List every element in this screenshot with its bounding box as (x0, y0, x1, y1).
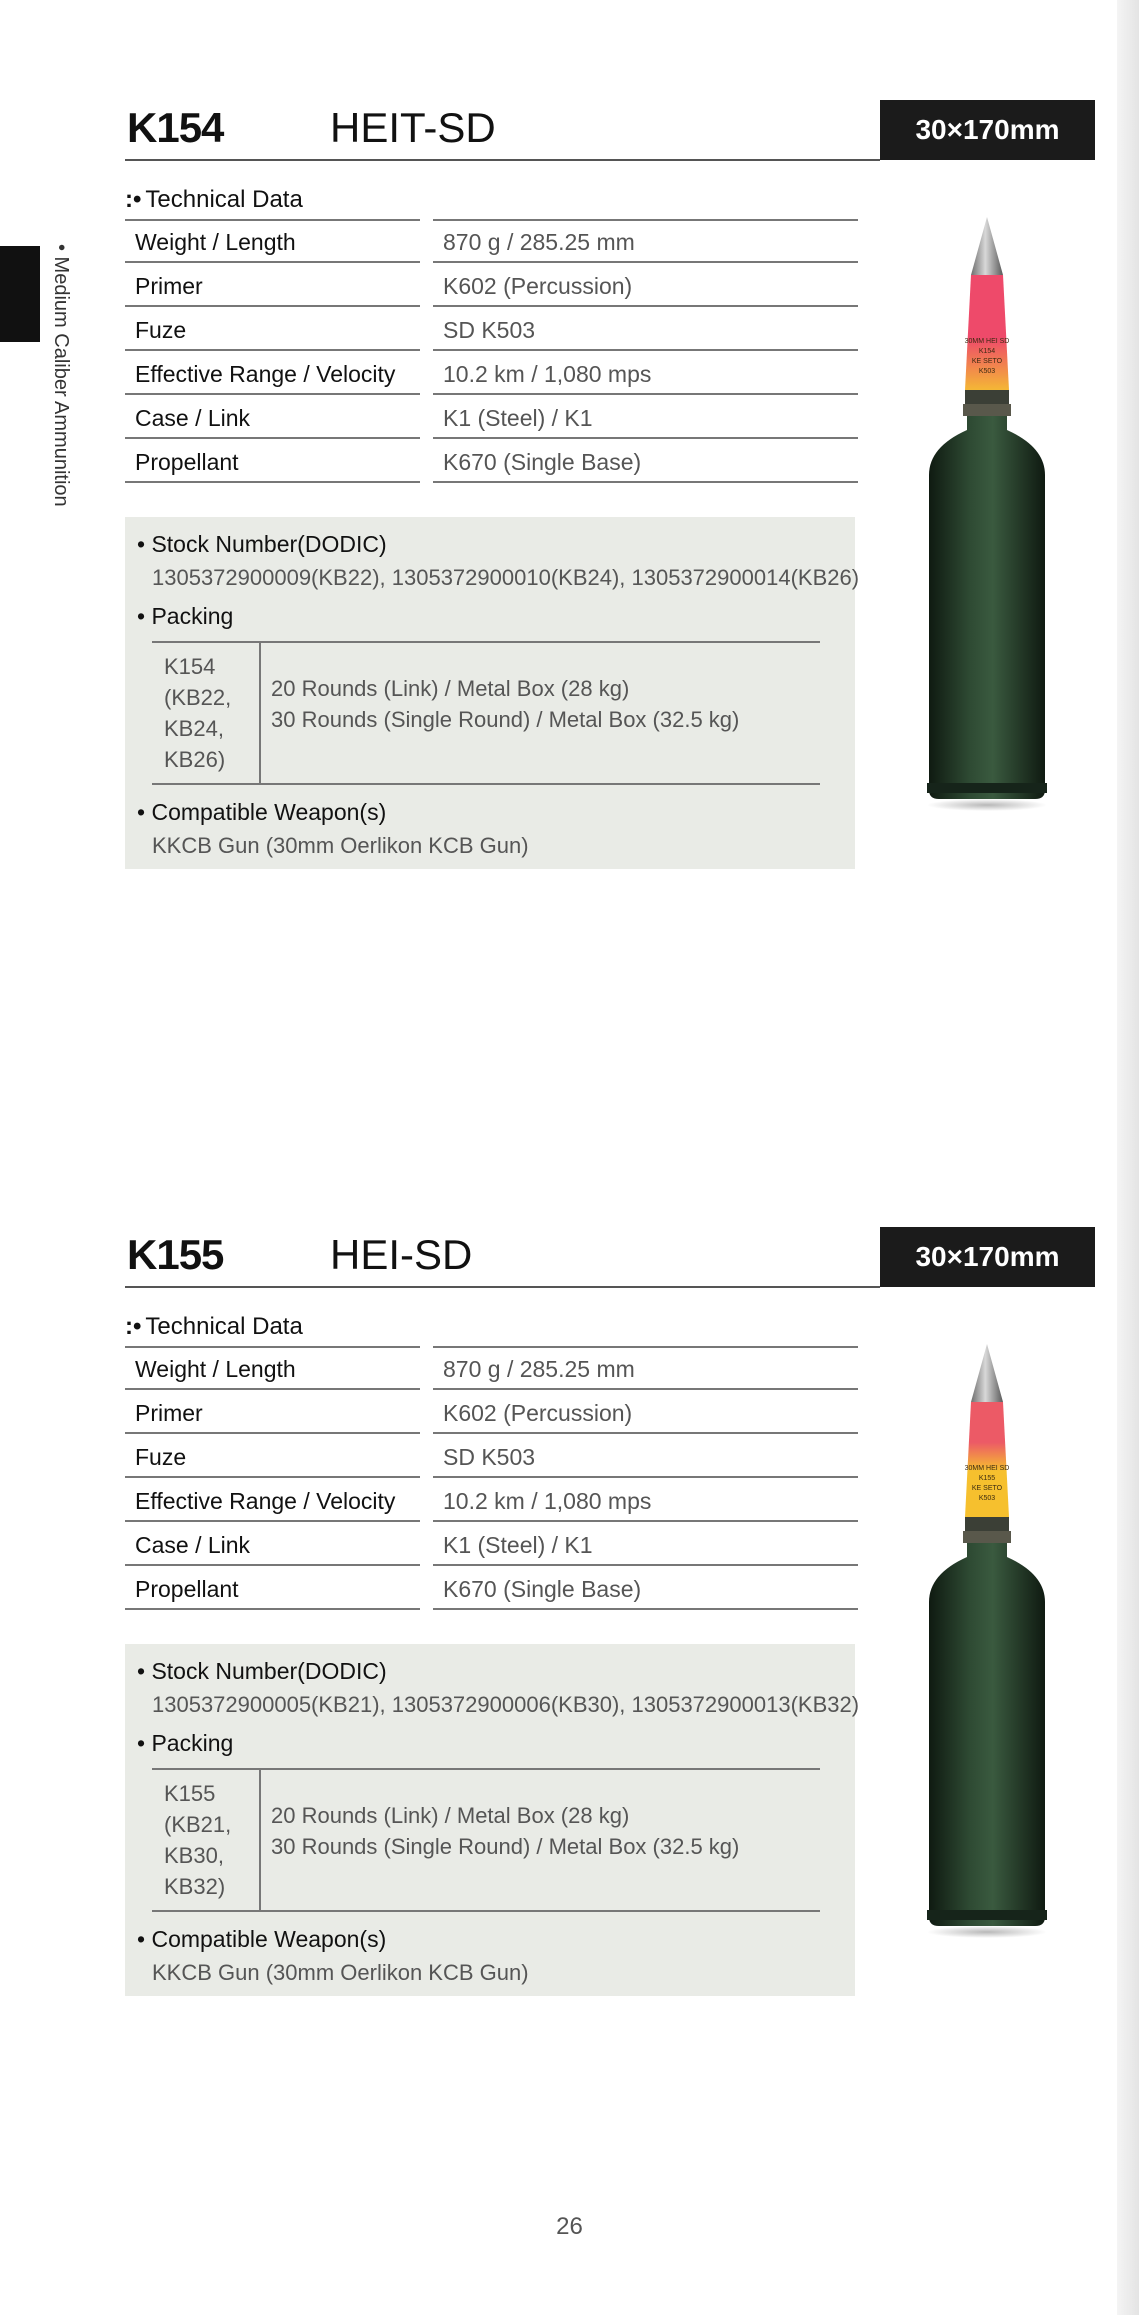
projectile-tip (971, 217, 1003, 275)
technical-data-heading-text: Technical Data (145, 186, 303, 213)
product-model: K154 (127, 104, 224, 151)
product-section-k155 (125, 1227, 1095, 2007)
title-divider (125, 1286, 880, 1288)
packing-options (271, 673, 739, 735)
spec-label: Fuze (125, 309, 420, 351)
packing-heading: • Packing (137, 603, 234, 629)
spec-label: Case / Link (125, 1524, 420, 1566)
spec-row (125, 1524, 858, 1568)
product-type: HEIT-SD (330, 104, 496, 151)
shadow (927, 1926, 1047, 1938)
spec-label: Primer (125, 1392, 420, 1434)
product-model: K155 (127, 1231, 224, 1278)
band-marking-text: K503 (978, 368, 996, 375)
weapons-heading-text: Compatible Weapon(s) (151, 1926, 387, 1952)
spec-label: Case / Link (125, 397, 420, 439)
stock-number-heading-text: Stock Number(DODIC) (151, 531, 387, 557)
weapons-heading: • Compatible Weapon(s) (137, 799, 387, 825)
spec-label: Fuze (125, 1436, 420, 1478)
projectile-base (965, 1517, 1009, 1531)
weapons-heading: • Compatible Weapon(s) (137, 1926, 387, 1952)
product-title-row (125, 100, 1095, 162)
spec-row (125, 1436, 858, 1480)
cartridge-case (929, 416, 1045, 799)
packing-rule-bottom (152, 783, 820, 785)
spec-label: Primer (125, 265, 420, 307)
spec-label: Weight / Length (125, 1348, 420, 1390)
spec-value: SD K503 (433, 1436, 858, 1478)
spec-row (125, 265, 858, 309)
band-marking-text: K503 (978, 1495, 996, 1502)
stock-numbers: 1305372900009(KB22), 1305372900010(KB24), 1305372900014(KB26) (152, 565, 860, 590)
packing-model-line: KB24, (164, 716, 224, 741)
spec-label: Weight / Length (125, 221, 420, 263)
spec-label: Propellant (125, 1568, 420, 1610)
packing-divider (259, 643, 261, 783)
packing-heading: • Packing (137, 1730, 234, 1756)
band-marking-text: 30MM HEI SD (964, 338, 1010, 345)
spec-label: Propellant (125, 441, 420, 483)
packing-option: 30 Rounds (Single Round) / Metal Box (32.5 kg) (271, 707, 740, 732)
page-edge (1117, 0, 1139, 2315)
product-section-k154 (125, 100, 1095, 880)
spec-value: SD K503 (433, 309, 858, 351)
packing-model (164, 651, 254, 775)
product-type: HEI-SD (330, 1231, 473, 1278)
packing-heading-text: Packing (151, 603, 234, 629)
band-marking-text: K154 (978, 348, 996, 355)
spec-value: K670 (Single Base) (433, 441, 858, 483)
case-rim (927, 1910, 1047, 1920)
product-title-row (125, 1227, 1095, 1289)
packing-model-line: KB30, (164, 1843, 224, 1868)
packing-model-line: (KB21, (164, 1812, 232, 1837)
spec-value: K1 (Steel) / K1 (433, 397, 858, 439)
spec-value: K670 (Single Base) (433, 1568, 858, 1610)
spec-value: 10.2 km / 1,080 mps (433, 1480, 858, 1522)
packing-model-line: KB26) (164, 747, 226, 772)
packing-options (271, 1800, 739, 1862)
technical-data-heading (125, 186, 303, 214)
spec-value: 870 g / 285.25 mm (433, 221, 858, 263)
heading-bullet-icon: :• (125, 1313, 142, 1340)
spec-row (125, 441, 858, 485)
caliber-badge: 30×170mm (880, 100, 1095, 160)
packing-option: 20 Rounds (Link) / Metal Box (28 kg) (271, 1803, 630, 1828)
spec-row (125, 1568, 858, 1612)
packing-rule-top (152, 641, 820, 643)
packing-heading-text: Packing (151, 1730, 234, 1756)
band-marking-text: KE SETO (971, 358, 1003, 365)
spec-value: K602 (Percussion) (433, 265, 858, 307)
spec-value: 870 g / 285.25 mm (433, 1348, 858, 1390)
stock-number-heading: • Stock Number(DODIC) (137, 1658, 387, 1684)
packing-divider (259, 1770, 261, 1910)
info-box (125, 517, 860, 869)
packing-option: 20 Rounds (Link) / Metal Box (28 kg) (271, 676, 630, 701)
case-rim (927, 783, 1047, 793)
packing-rule-bottom (152, 1910, 820, 1912)
spec-row (125, 221, 858, 265)
side-tab-marker (0, 246, 40, 342)
packing-model-line: K155 (164, 1781, 216, 1806)
projectile-base (965, 390, 1009, 404)
spec-row (125, 1348, 858, 1392)
spec-value: 10.2 km / 1,080 mps (433, 353, 858, 395)
spec-row (125, 353, 858, 397)
spec-row (125, 1480, 858, 1524)
rotating-band (963, 404, 1011, 416)
packing-model-line: (KB22, (164, 685, 232, 710)
heading-bullet-icon: :• (125, 186, 142, 213)
shadow (927, 799, 1047, 811)
packing-model-line: K154 (164, 654, 216, 679)
side-section-label: • Medium Caliber Ammunition (50, 244, 72, 507)
band-marking-text: K155 (978, 1475, 996, 1482)
band-marking-text: KE SETO (971, 1485, 1003, 1492)
compatible-weapons: KKCB Gun (30mm Oerlikon KCB Gun) (152, 1960, 529, 1985)
spec-label: Effective Range / Velocity (125, 1480, 420, 1522)
technical-data-heading (125, 1313, 303, 1341)
spec-row (125, 309, 858, 353)
spec-row (125, 1392, 858, 1436)
rotating-band (963, 1531, 1011, 1543)
stock-number-heading-text: Stock Number(DODIC) (151, 1658, 387, 1684)
spec-label: Effective Range / Velocity (125, 353, 420, 395)
ammunition-round-image (905, 1342, 1070, 1942)
ammunition-round-image (905, 215, 1070, 815)
spec-row (125, 397, 858, 441)
page-number: 26 (556, 2213, 583, 2240)
technical-data-heading-text: Technical Data (145, 1313, 303, 1340)
stock-numbers: 1305372900005(KB21), 1305372900006(KB30), 1305372900013(KB32) (152, 1692, 860, 1717)
spec-table (125, 221, 858, 485)
spec-value: K602 (Percussion) (433, 1392, 858, 1434)
packing-model-line: KB32) (164, 1874, 226, 1899)
spec-value: K1 (Steel) / K1 (433, 1524, 858, 1566)
title-divider (125, 159, 880, 161)
packing-option: 30 Rounds (Single Round) / Metal Box (32.5 kg) (271, 1834, 740, 1859)
packing-rule-top (152, 1768, 820, 1770)
caliber-badge: 30×170mm (880, 1227, 1095, 1287)
packing-model (164, 1778, 254, 1902)
weapons-heading-text: Compatible Weapon(s) (151, 799, 387, 825)
cartridge-case (929, 1543, 1045, 1926)
compatible-weapons: KKCB Gun (30mm Oerlikon KCB Gun) (152, 833, 529, 858)
spec-table (125, 1348, 858, 1612)
info-box (125, 1644, 860, 1996)
projectile-tip (971, 1344, 1003, 1402)
band-marking-text: 30MM HEI SD (964, 1465, 1010, 1472)
stock-number-heading: • Stock Number(DODIC) (137, 531, 387, 557)
